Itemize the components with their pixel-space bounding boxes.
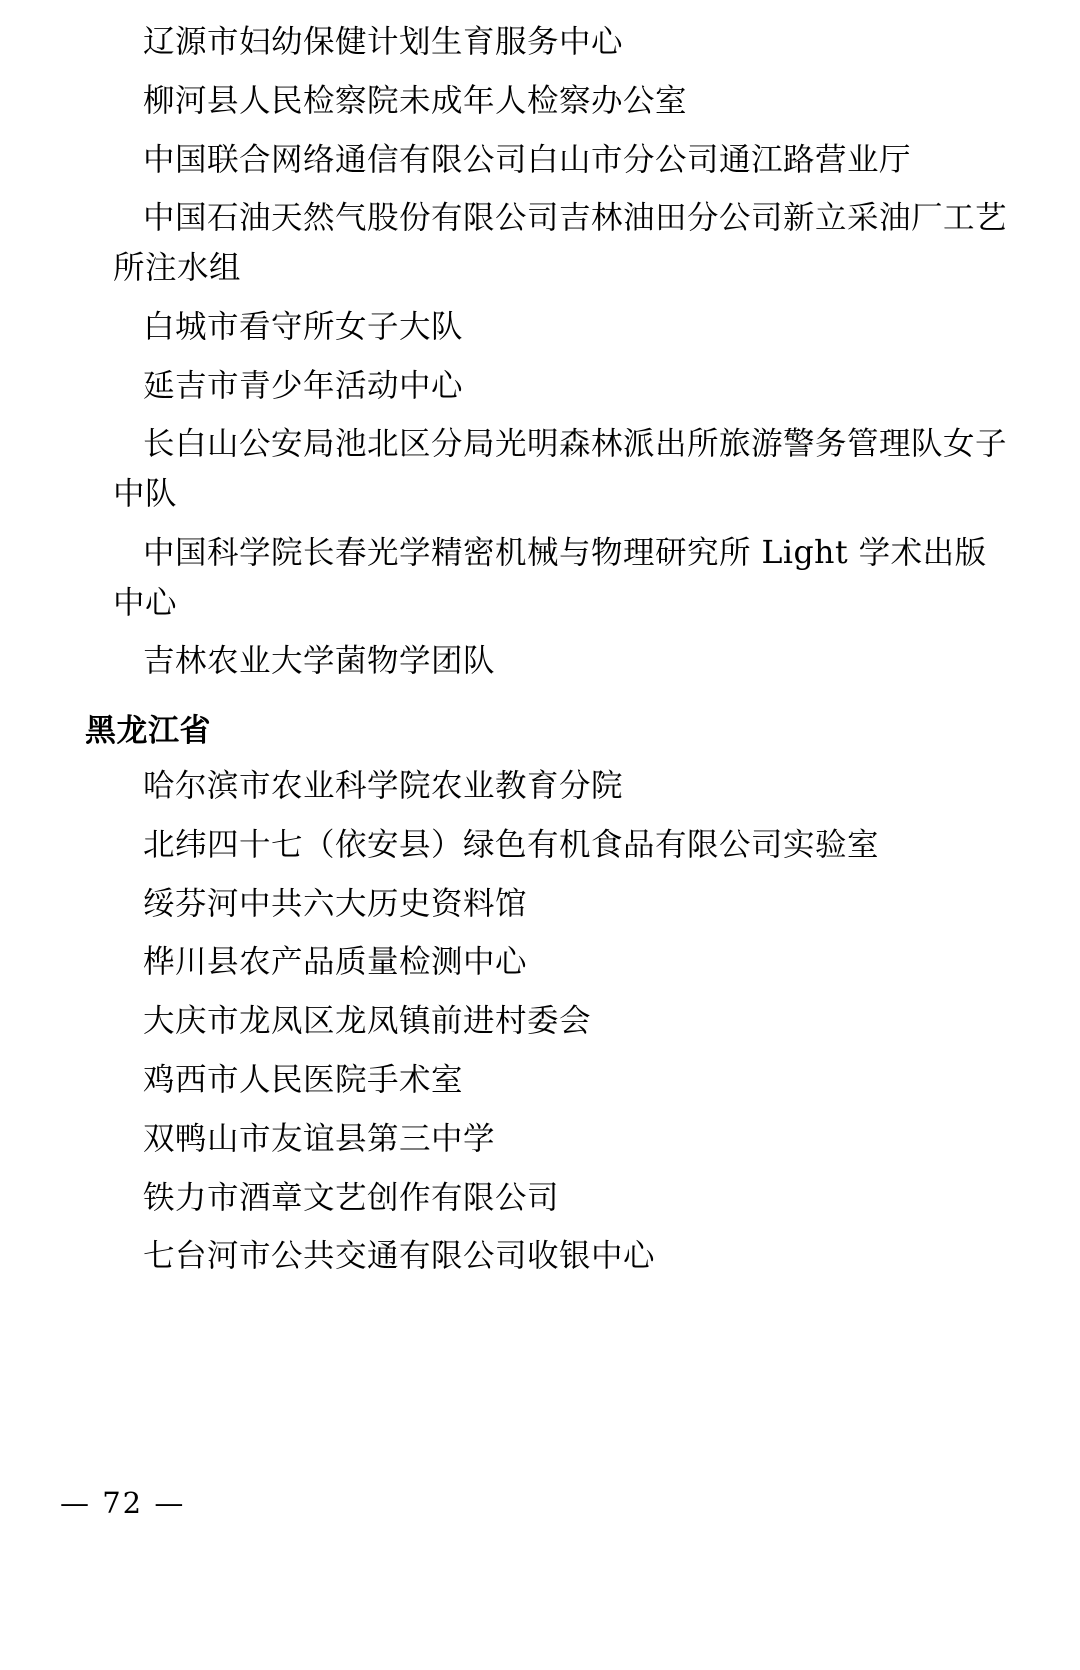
list-item: 双鸭山市友谊县第三中学 xyxy=(143,1120,496,1157)
list-item: 辽源市妇幼保健计划生育服务中心 xyxy=(143,24,624,60)
list-item: 铁力市酒章文艺创作有限公司 xyxy=(143,1179,560,1216)
list-item: 北纬四十七（依安县）绿色有机食品有限公司实验室 xyxy=(143,826,880,863)
list-item: 白城市看守所女子大队 xyxy=(143,308,464,345)
list-item: 绥芬河中共六大历史资料馆 xyxy=(143,885,528,922)
list-item: 柳河县人民检察院未成年人检察办公室 xyxy=(143,82,688,119)
section-heading: 黑龙江省 xyxy=(85,713,211,750)
list-item: 鸡西市人民医院手术室 xyxy=(143,1062,464,1099)
list-item: 吉林农业大学菌物学团队 xyxy=(143,643,496,680)
list-item: 长白山公安局池北区分局光明森林派出所旅游警务管理队女子中队 xyxy=(113,426,1008,513)
list-item: 桦川县农产品质量检测中心 xyxy=(143,944,528,981)
list-item: 七台河市公共交通有限公司收银中心 xyxy=(143,1238,656,1275)
page-number: — 72 — xyxy=(60,1486,186,1520)
list-item: 大庆市龙凤区龙凤镇前进村委会 xyxy=(143,1003,592,1040)
list-item: 中国联合网络通信有限公司白山市分公司通江路营业厅 xyxy=(143,141,912,178)
list-item: 哈尔滨市农业科学院农业教育分院 xyxy=(143,768,624,805)
list-item: 中国石油天然气股份有限公司吉林油田分公司新立采油厂工艺所注水组 xyxy=(113,200,1008,287)
list-item: 延吉市青少年活动中心 xyxy=(143,367,464,404)
list-item: 中国科学院长春光学精密机械与物理研究所 Light 学术出版中心 xyxy=(113,534,987,621)
